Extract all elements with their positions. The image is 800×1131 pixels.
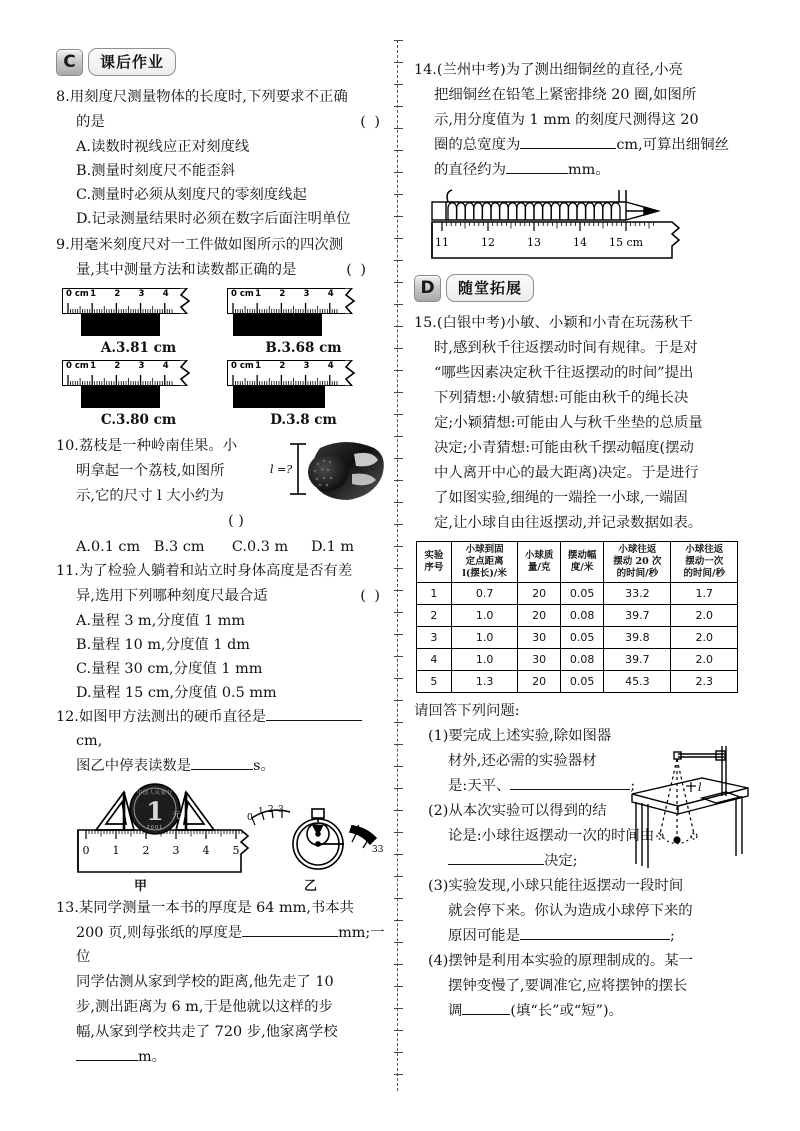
q15-line8: 了如图实验,细绳的一端拴一小球,一端固 — [434, 490, 688, 506]
q8-option-d[interactable]: D.记录测量结果时必须在数字后面注明单位 — [76, 211, 351, 227]
q9-answer-paren[interactable]: ( ) — [346, 262, 368, 278]
q14-blank-total-width[interactable] — [520, 148, 616, 149]
q15-sub2-line1: (2)从本次实验可以得到的结 — [428, 803, 607, 819]
measured-object — [233, 314, 322, 336]
q12-stem-line2: 图乙中停表读数是 s。 — [76, 758, 275, 774]
table-cell: 2.0 — [671, 627, 738, 649]
stopwatch-second-label: 31 — [350, 825, 362, 835]
divider-tick — [394, 744, 403, 745]
divider-tick — [394, 1030, 403, 1031]
q13-number: 13. — [56, 900, 79, 916]
ruler-tick-label: 1 — [255, 361, 262, 371]
ruler-tick-label: 0 cm — [231, 361, 254, 371]
table-cell: 1.3 — [451, 671, 518, 693]
table-cell: 39.8 — [604, 627, 671, 649]
question-11 — [56, 559, 386, 705]
divider-tick — [394, 942, 403, 943]
table-row — [417, 649, 738, 671]
q9-option-caption[interactable]: D.3.8 cm — [270, 412, 337, 428]
litchi-figure — [268, 434, 390, 504]
divider-tick — [394, 568, 403, 569]
experiment-data-table — [416, 541, 738, 693]
divider-tick — [394, 502, 403, 503]
table-cell: 2.0 — [671, 649, 738, 671]
ruler-tick-label: 1 — [90, 289, 97, 299]
q8-stem-line1: 8.用刻度尺测量物体的长度时,下列要求不正确 — [56, 89, 348, 105]
ruler-tick-label: 2 — [279, 289, 286, 299]
q11-option-b[interactable]: B.量程 10 m,分度值 1 dm — [76, 637, 250, 653]
divider-tick — [394, 480, 403, 481]
q15-sub4-line2: 摆钟变慢了,要调准它,应将摆钟的摆长 — [448, 978, 688, 994]
section-letter-d: D — [414, 275, 441, 302]
q12-caption-jia: 甲 — [134, 879, 148, 894]
ruler-figure — [62, 288, 196, 338]
q13-line4: 步,测出距离为 6 m,于是他就以这样的步 — [76, 999, 333, 1015]
q15-line1: 15.(白银中考)小敏、小颖和小青在玩荡秋千 — [414, 315, 693, 331]
q10-option-b[interactable]: B.3 cm — [153, 539, 205, 555]
q8-option-c[interactable]: C.测量时必须从刻度尺的零刻度线起 — [76, 187, 307, 203]
question-14 — [414, 58, 744, 266]
table-cell: 39.7 — [604, 605, 671, 627]
divider-tick — [394, 986, 403, 987]
divider-tick — [394, 612, 403, 613]
table-cell: 20 — [518, 605, 561, 627]
table-row — [417, 671, 738, 693]
q14-number: 14. — [414, 62, 437, 78]
q11-option-a[interactable]: A.量程 3 m,分度值 1 mm — [76, 613, 246, 629]
column-divider — [397, 40, 398, 1091]
divider-tick — [394, 62, 403, 63]
wire-ruler-tick-label: 15 cm — [608, 236, 644, 249]
section-header-d — [414, 274, 744, 302]
q15-line3: “哪些因素决定秋千往返摆动的时间”提出 — [434, 365, 694, 381]
divider-tick — [394, 898, 403, 899]
q9-stem-line1: 9.用毫米刻度尺对一工件做如图所示的四次测 — [56, 237, 344, 253]
ruler-break-edge — [344, 360, 360, 386]
ruler-tick-label: 4 — [327, 289, 334, 299]
q15-sub4-line3: 调 (填“长”或“短”)。 — [448, 1003, 624, 1019]
table-cell: 2.0 — [671, 605, 738, 627]
q12-stem-line1: 12.如图甲方法测出的硬币直径是cm, — [56, 705, 386, 753]
question-8 — [56, 85, 386, 231]
q13-blank-paper-thickness[interactable] — [242, 936, 338, 937]
divider-tick — [394, 348, 403, 349]
divider-tick — [394, 172, 403, 173]
q11-stem-line1: 11.为了检验人躺着和站立时身体高度是否有差 — [56, 563, 353, 579]
ruler-tick-labels — [64, 289, 180, 301]
table-cell: 0.05 — [560, 583, 603, 605]
table-header-cell: 小球到固 定点距离 l(摆长)/米 — [451, 542, 518, 583]
q15-sub-block — [414, 724, 744, 1023]
stopwatch-minute-label: 3 — [278, 805, 284, 815]
section-letter-c: C — [56, 49, 83, 76]
left-column — [56, 48, 386, 1070]
divider-tick — [394, 546, 403, 547]
q15-sub1-line1: (1)要完成上述实验,除如图器 — [428, 728, 612, 744]
q9-ruler-figures — [56, 288, 386, 432]
ruler-break-edge — [179, 288, 195, 314]
right-column — [414, 48, 744, 1024]
ruler-tick-label: 1 — [90, 361, 97, 371]
q12-blank-time[interactable] — [191, 769, 253, 770]
divider-tick — [394, 832, 403, 833]
ruler-tick-label: 3 — [138, 289, 145, 299]
q8-answer-paren[interactable]: ( ) — [360, 114, 382, 130]
q9-option-caption[interactable]: C.3.80 cm — [100, 412, 177, 428]
q10-option-c[interactable]: C.0.3 m — [231, 539, 289, 555]
divider-tick — [394, 854, 403, 855]
q14-line2: 把细铜丝在铅笔上紧密排绕 20 圈,如图所 — [434, 87, 697, 103]
divider-tick — [394, 216, 403, 217]
svg-text:中国人民银行: 中国人民银行 — [136, 790, 174, 796]
table-cell: 1.0 — [451, 627, 518, 649]
measured-object — [81, 314, 160, 336]
q13-line3: 同学估测从家到学校的距离,他先走了 10 — [76, 974, 334, 990]
pendulum-apparatus-figure — [630, 742, 750, 870]
table-header-cell: 小球往返 摆动 20 次 的时间/秒 — [604, 542, 671, 583]
divider-tick — [394, 1008, 403, 1009]
q11-stem-line2: 异,选用下列哪种刻度尺最合适 ( ) — [56, 584, 386, 608]
q15-sub1-line3: 是:天平、 ; — [448, 778, 636, 794]
ruler-tick-label: 3 — [138, 361, 145, 371]
divider-tick — [394, 876, 403, 877]
q12-number: 12. — [56, 709, 79, 725]
ruler-break-edge — [344, 288, 360, 314]
divider-tick — [394, 788, 403, 789]
coin-ruler-tick-label: 0 — [82, 844, 90, 857]
ruler-figure — [62, 360, 196, 410]
q15-line6: 决定;小青猜想:可能由秋千摆动幅度(摆动 — [434, 440, 694, 456]
q15-sub4-line1: (4)摆钟是利用本实验的原理制成的。某一 — [428, 953, 694, 969]
divider-tick — [394, 150, 403, 151]
measured-object — [81, 386, 160, 408]
q14-line1: 14.(兰州中考)为了测出细铜丝的直径,小亮 — [414, 62, 683, 78]
q15-blank-conclusion[interactable] — [448, 864, 544, 865]
table-cell: 4 — [417, 649, 452, 671]
q13-line1: 13.某同学测量一本书的厚度是 64 mm,书本共 — [56, 900, 355, 916]
table-row — [417, 605, 738, 627]
divider-tick — [394, 106, 403, 107]
table-cell: 0.7 — [451, 583, 518, 605]
q10-option-a[interactable]: A.0.1 cm — [76, 539, 141, 555]
q14-line5: 的直径约为 mm。 — [434, 162, 610, 178]
divider-tick — [394, 128, 403, 129]
q11-answer-paren[interactable]: ( ) — [360, 588, 382, 604]
ruler-tick-labels — [64, 361, 180, 373]
table-cell: 20 — [518, 583, 561, 605]
divider-tick — [394, 964, 403, 965]
ruler-tick-label: 4 — [162, 361, 169, 371]
table-cell: 30 — [518, 627, 561, 649]
pendulum-length-label: l — [698, 781, 702, 794]
ruler-tick-label: 4 — [327, 361, 334, 371]
q15-blank-equipment[interactable] — [510, 789, 630, 790]
divider-tick — [394, 722, 403, 723]
ruler-tick-label: 3 — [303, 289, 310, 299]
divider-tick — [394, 40, 403, 41]
table-cell: 1.0 — [451, 605, 518, 627]
divider-tick — [394, 590, 403, 591]
table-header-cell: 实验 序号 — [417, 542, 452, 583]
divider-tick — [394, 436, 403, 437]
litchi-dimension-label: l =? — [270, 463, 293, 476]
coin-value-text: 1 — [146, 797, 164, 826]
q11-option-d[interactable]: D.量程 15 cm,分度值 0.5 mm — [76, 685, 277, 701]
stopwatch-second-label: 33 — [372, 845, 384, 855]
divider-tick — [394, 84, 403, 85]
section-label-d: 随堂拓展 — [446, 274, 534, 302]
section-header-c — [56, 48, 386, 76]
table-row — [417, 627, 738, 649]
q9-ruler-option-2[interactable] — [56, 360, 221, 428]
table-cell: 1 — [417, 583, 452, 605]
table-cell: 3 — [417, 627, 452, 649]
divider-tick — [394, 282, 403, 283]
q15-line9: 定,让小球自由往返摆动,并记录数据如表。 — [434, 515, 703, 531]
question-9 — [56, 233, 386, 432]
stopwatch-minute-label: 2 — [268, 805, 274, 815]
q11-option-c[interactable]: C.量程 30 cm,分度值 1 mm — [76, 661, 263, 677]
ruler-tick-label: 2 — [279, 361, 286, 371]
q15-blank-adjust[interactable] — [462, 1014, 510, 1015]
ruler-tick-label: 4 — [162, 289, 169, 299]
section-label-c: 课后作业 — [88, 48, 176, 76]
divider-tick — [394, 392, 403, 393]
q10-stem-line1: 10.荔枝是一种岭南佳果。小 — [56, 438, 238, 454]
wire-ruler-tick-label: 12 — [481, 236, 495, 249]
divider-tick — [394, 304, 403, 305]
q15-prompt: 请回答下列问题: — [414, 703, 520, 719]
divider-tick — [394, 326, 403, 327]
q15-sub1-line2: 材外,还必需的实验器材 — [448, 753, 597, 769]
q15-sub3-line3: 原因可能是 ; — [448, 928, 675, 944]
q15-sub2-line2: 论是:小球往返摆动一次的时间由 — [448, 828, 655, 844]
q13-line5: 幅,从家到学校共走了 720 步,他家离学校 — [76, 1024, 338, 1040]
divider-tick — [394, 634, 403, 635]
question-15 — [414, 311, 744, 1023]
table-cell: 1.0 — [451, 649, 518, 671]
table-header-cell: 小球往返 摆动一次 的时间/秒 — [671, 542, 738, 583]
table-cell: 0.05 — [560, 671, 603, 693]
table-header-row — [417, 542, 738, 583]
q9-number: 9. — [56, 237, 70, 253]
stopwatch-minute-label: 0 — [247, 813, 253, 823]
q15-sub3-line1: (3)实验发现,小球只能往返摆动一段时间 — [428, 878, 684, 894]
ruler-tick-label: 2 — [114, 289, 121, 299]
ruler-break-edge — [179, 360, 195, 386]
q15-line7: 中人离开中心的最大距离)决定。于是进行 — [434, 465, 699, 481]
q15-sub2-line3: 决定; — [414, 849, 744, 873]
q9-ruler-option-1[interactable] — [221, 288, 386, 356]
divider-tick — [394, 678, 403, 679]
coin-ruler-tick-label: 3 — [172, 844, 180, 857]
q10-stem-line3: 示,它的尺寸 l 大小约为 — [76, 488, 224, 504]
q9-option-caption[interactable]: B.3.68 cm — [265, 340, 342, 356]
stopwatch-minute-label: 1 — [258, 807, 264, 817]
coin-ruler-tick-label: 5 — [232, 844, 240, 857]
coin-ruler-tick-label: 1 — [112, 844, 120, 857]
wire-ruler-tick-label: 13 — [527, 236, 541, 249]
q15-number: 15. — [414, 315, 437, 331]
q9-stem-line2: 量,其中测量方法和读数都正确的是 ( ) — [56, 258, 386, 282]
divider-tick — [394, 1074, 403, 1075]
q15-line4: 下列猜想:小敏猜想:可能由秋千的绳长决 — [434, 390, 689, 406]
ruler-tick-label: 0 cm — [66, 361, 89, 371]
question-12 — [56, 705, 386, 894]
q15-sub3-line2: 就会停下来。你认为造成小球停下来的 — [448, 903, 693, 919]
q13-line2: 200 页,则每张纸的厚度是 mm;一位 — [76, 925, 385, 965]
q14-line4: 圈的总宽度为 cm,可算出细铜丝 — [434, 137, 729, 153]
ruler-tick-label: 2 — [114, 361, 121, 371]
table-cell: 2.3 — [671, 671, 738, 693]
q15-blank-reason[interactable] — [520, 939, 670, 940]
table-header-cell: 小球质 量/克 — [518, 542, 561, 583]
table-cell: 33.2 — [604, 583, 671, 605]
table-cell: 0.05 — [560, 627, 603, 649]
table-cell: 30 — [518, 649, 561, 671]
divider-tick — [394, 1052, 403, 1053]
ruler-figure — [227, 360, 361, 410]
q8-option-b[interactable]: B.测量时刻度尺不能歪斜 — [76, 163, 236, 179]
q8-number: 8. — [56, 89, 70, 105]
coin-unit-text: 元 — [172, 811, 182, 821]
table-cell: 20 — [518, 671, 561, 693]
table-cell: 0.08 — [560, 649, 603, 671]
ruler-tick-label: 0 cm — [231, 289, 254, 299]
ruler-tick-labels — [229, 361, 345, 373]
svg-text:2001: 2001 — [146, 825, 164, 831]
divider-tick — [394, 238, 403, 239]
wire-ruler-tick-label: 14 — [573, 236, 587, 249]
q13-blank-distance[interactable] — [76, 1060, 138, 1061]
divider-tick — [394, 700, 403, 701]
divider-tick — [394, 414, 403, 415]
q12-caption-yi: 乙 — [304, 879, 318, 894]
q14-figure — [414, 188, 744, 266]
divider-tick — [394, 370, 403, 371]
q14-line3: 示,用分度值为 1 mm 的刻度尺测得这 20 — [434, 112, 699, 128]
q9-ruler-option-3[interactable] — [221, 360, 386, 428]
table-cell: 39.7 — [604, 649, 671, 671]
divider-tick — [394, 458, 403, 459]
q8-stem-line2: 的是 ( ) — [56, 110, 386, 134]
divider-tick — [394, 920, 403, 921]
q10-options-row[interactable] — [56, 535, 386, 559]
table-row — [417, 583, 738, 605]
q15-line2: 时,感到秋千往返摆动时间有规律。于是对 — [434, 340, 698, 356]
question-10 — [56, 434, 386, 559]
ruler-tick-labels — [229, 289, 345, 301]
table-cell: 45.3 — [604, 671, 671, 693]
question-13 — [56, 896, 386, 1069]
q9-option-caption[interactable]: A.3.81 cm — [100, 340, 177, 356]
q11-number: 11. — [56, 563, 79, 579]
table-cell: 1.7 — [671, 583, 738, 605]
ruler-figure — [227, 288, 361, 338]
q9-ruler-option-0[interactable] — [56, 288, 221, 356]
ruler-tick-label: 1 — [255, 289, 262, 299]
q13-line6: m。 — [56, 1045, 386, 1069]
q12-blank-diameter[interactable] — [266, 720, 362, 721]
wire-ruler-tick-label: 11 — [435, 236, 449, 249]
divider-tick — [394, 810, 403, 811]
coin-ruler-tick-label: 4 — [202, 844, 210, 857]
q14-blank-diameter[interactable] — [506, 173, 568, 174]
q10-stem-line2: 明拿起一个荔枝,如图所 — [76, 463, 225, 479]
table-header-cell: 摆动幅 度/米 — [560, 542, 603, 583]
table-cell: 2 — [417, 605, 452, 627]
coin-ruler-tick-label: 2 — [142, 844, 150, 857]
q10-answer-paren[interactable]: ( ) — [228, 513, 244, 529]
divider-tick — [394, 656, 403, 657]
q10-option-d[interactable]: D.1 m — [310, 539, 354, 555]
divider-tick — [394, 260, 403, 261]
divider-tick — [394, 194, 403, 195]
divider-tick — [394, 766, 403, 767]
ruler-tick-label: 3 — [303, 361, 310, 371]
ruler-tick-label: 0 cm — [66, 289, 89, 299]
measured-object — [233, 386, 325, 408]
q12-figures — [56, 782, 386, 894]
q10-number: 10. — [56, 438, 79, 454]
table-cell: 0.08 — [560, 605, 603, 627]
q8-option-a[interactable]: A.读数时视线应正对刻度线 — [76, 139, 250, 155]
q15-line5: 定;小颖猜想:可能由人与秋千坐垫的总质量 — [434, 415, 703, 431]
divider-tick — [394, 524, 403, 525]
table-cell: 5 — [417, 671, 452, 693]
